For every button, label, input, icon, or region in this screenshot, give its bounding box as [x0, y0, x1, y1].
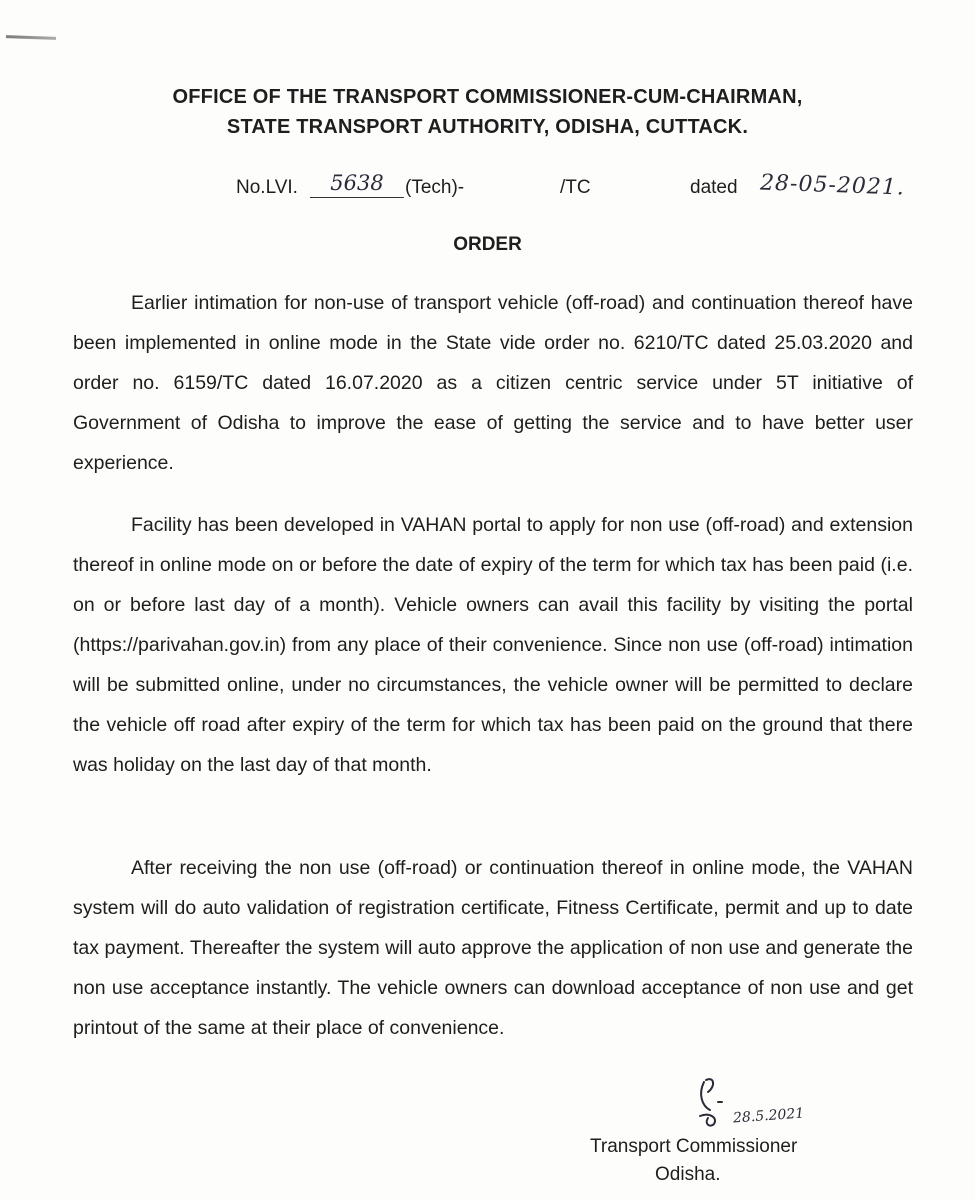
reference-suffix: /TC: [560, 177, 591, 198]
order-title: ORDER: [453, 234, 522, 255]
reference-line: [0, 170, 975, 207]
reference-number: 5638: [310, 171, 404, 198]
signatory-place: Odisha.: [655, 1164, 721, 1185]
paragraph-1: Earlier intimation for non-use of transport vehicle (off-road) and continuation thereof have been implemented in online mode in the State vide order no. 6210/TC dated 25.03.2020 and order no. 6159/TC dated 16.07.2020 as a citizen centric service under 5T initiative of Government of Odisha to improve the ease of getting the service and to have better user experience.: [73, 292, 913, 474]
dated-label: dated: [690, 177, 738, 198]
office-header-line1: OFFICE OF THE TRANSPORT COMMISSIONER-CUM-CHAIRMAN,: [172, 86, 803, 108]
office-header-line2: STATE TRANSPORT AUTHORITY, ODISHA, CUTTACK.: [226, 116, 749, 138]
reference-date: 28-05-2021.: [759, 170, 906, 201]
reference-prefix: No.LVI.: [236, 177, 298, 198]
signatory-title: Transport Commissioner: [590, 1136, 798, 1157]
paragraph-2: Facility has been developed in VAHAN portal to apply for non use (off-road) and extension thereof in online mode on or before the date of expiry of the term for which tax has been paid (i.e. on or before last day of a month). Vehicle owners can avail this facility by visiting the portal (https://parivahan.gov.in) from any place of their convenience. Since non use (off-road) intimation will be submitted online, under no circumstances, the vehicle owner will be permitted to declare the vehicle off road after expiry of the term for which tax has been paid on the ground that there was holiday on the last day of that month.: [73, 514, 913, 776]
reference-tech: (Tech)-: [405, 177, 465, 198]
scan-mark: [6, 35, 56, 40]
paragraph-3: After receiving the non use (off-road) or continuation thereof in online mode, the VAHAN system will do auto validation of registration certificate, Fitness Certificate, permit and up to date tax payment. Thereafter the system will auto approve the application of non use and generate the non use acceptance instantly. The vehicle owners can download acceptance of non use and get printout of the same at their place of convenience.: [73, 857, 913, 1039]
signature-date: 28.5.2021: [732, 1105, 805, 1127]
